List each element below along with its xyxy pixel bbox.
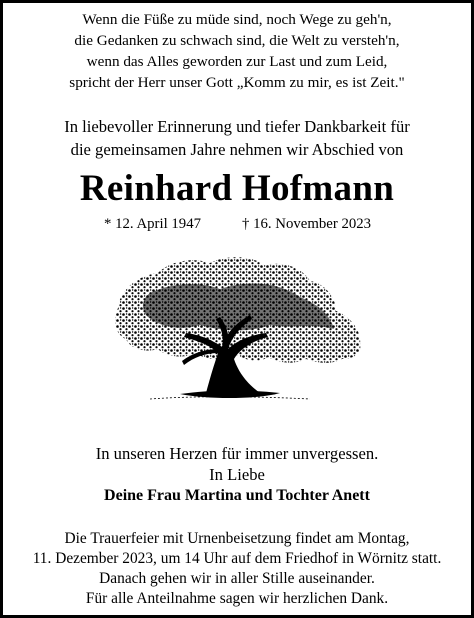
tree-illustration bbox=[110, 253, 368, 418]
service-line-1: Die Trauerfeier mit Urnenbeisetzung findet am Montag, bbox=[64, 530, 410, 547]
closing-line-2: In Liebe bbox=[209, 465, 265, 484]
signature: Deine Frau Martina und Tochter Anett bbox=[104, 487, 370, 504]
deceased-name: Reinhard Hofmann bbox=[79, 168, 395, 209]
intro-line-1: In liebevoller Erinnerung und tiefer Dankbarkeit für bbox=[64, 117, 410, 136]
poem-line-4: spricht der Herr unser Gott „Komm zu mir, es ist Zeit." bbox=[69, 74, 405, 91]
birth-date: * 12. April 1947 bbox=[104, 216, 202, 232]
poem-line-2: die Gedanken zu schwach sind, die Welt zu versteh'n, bbox=[74, 32, 400, 49]
service-line-3: Danach gehen wir in aller Stille auseinander. bbox=[99, 570, 375, 587]
service-line-2: 11. Dezember 2023, um 14 Uhr auf dem Friedhof in Wörnitz statt. bbox=[32, 550, 442, 567]
poem-line-3: wenn das Alles geworden zur Last und zum Leid, bbox=[86, 53, 388, 70]
closing-line-1: In unseren Herzen für immer unvergessen. bbox=[95, 444, 379, 463]
poem-line-1: Wenn die Füße zu müde sind, noch Wege zu geh'n, bbox=[82, 11, 392, 28]
death-date: † 16. November 2023 bbox=[242, 216, 372, 232]
intro-line-2: die gemeinsamen Jahre nehmen wir Abschied von bbox=[70, 140, 404, 159]
service-line-4: Für alle Anteilnahme sagen wir herzlichen Dank. bbox=[85, 590, 389, 607]
